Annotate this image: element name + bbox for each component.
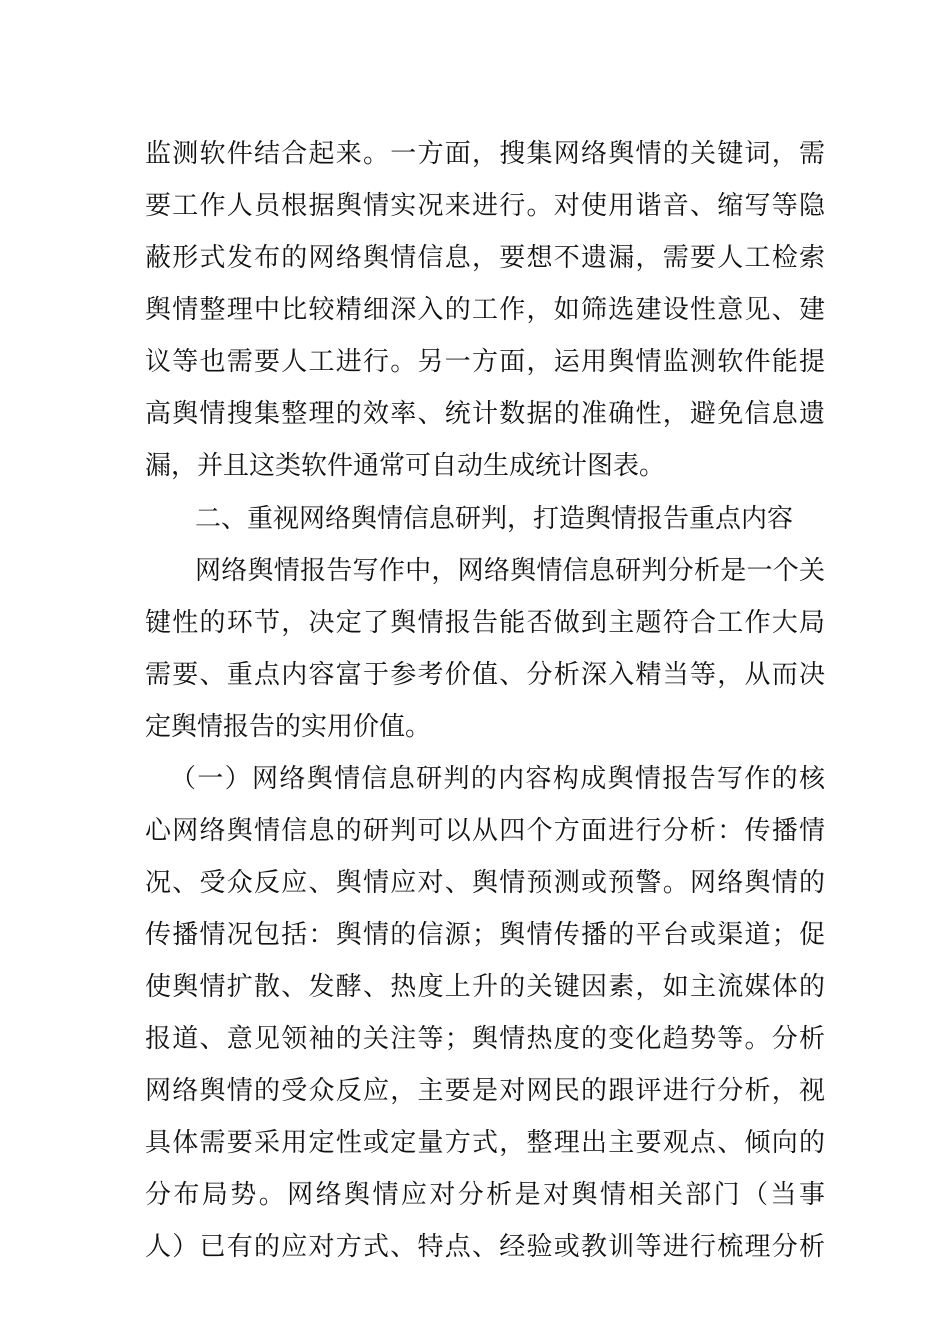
body-text-line: 具体需要采用定性或定量方式，整理出主要观点、倾向的 — [145, 1128, 825, 1158]
body-text-line: 心网络舆情信息的研判可以从四个方面进行分析：传播情 — [145, 816, 825, 846]
body-text-line: 分布局势。网络舆情应对分析是对舆情相关部门（当事 — [145, 1180, 825, 1210]
body-text-line: 键性的环节，决定了舆情报告能否做到主题符合工作大局 — [145, 608, 825, 638]
body-text-line: 定舆情报告的实用价值。 — [145, 712, 432, 742]
subsection-heading-line: （一）网络舆情信息研判的内容构成舆情报告写作的核 — [170, 764, 825, 794]
paragraph-first-line: 网络舆情报告写作中，网络舆情信息研判分析是一个关 — [195, 556, 825, 586]
body-text-line: 高舆情搜集整理的效率、统计数据的准确性，避免信息遗 — [145, 399, 825, 429]
body-text-line: 传播情况包括：舆情的信源；舆情传播的平台或渠道；促 — [145, 920, 825, 950]
body-text-line: 网络舆情的受众反应，主要是对网民的跟评进行分析，视 — [145, 1076, 825, 1106]
body-text-line: 议等也需要人工进行。另一方面，运用舆情监测软件能提 — [145, 347, 825, 377]
body-text-line: 需要、重点内容富于参考价值、分析深入精当等，从而决 — [145, 660, 825, 690]
body-text-line: 报道、意见领袖的关注等；舆情热度的变化趋势等。分析 — [145, 1024, 825, 1054]
body-text-line: 要工作人员根据舆情实况来进行。对使用谐音、缩写等隐 — [145, 191, 825, 221]
body-text-line: 使舆情扩散、发酵、热度上升的关键因素，如主流媒体的 — [145, 972, 825, 1002]
body-text-line: 舆情整理中比较精细深入的工作，如筛选建设性意见、建 — [145, 295, 825, 325]
body-text-line: 漏，并且这类软件通常可自动生成统计图表。 — [145, 451, 666, 481]
body-text-line: 蔽形式发布的网络舆情信息，要想不遗漏，需要人工检索 — [145, 243, 825, 273]
section-heading: 二、重视网络舆情信息研判，打造舆情报告重点内容 — [195, 504, 794, 534]
body-text-line: 人）已有的应对方式、特点、经验或教训等进行梳理分析 — [145, 1232, 825, 1262]
body-text-line: 况、受众反应、舆情应对、舆情预测或预警。网络舆情的 — [145, 868, 825, 898]
body-text-line: 监测软件结合起来。一方面，搜集网络舆情的关键词，需 — [145, 139, 825, 169]
